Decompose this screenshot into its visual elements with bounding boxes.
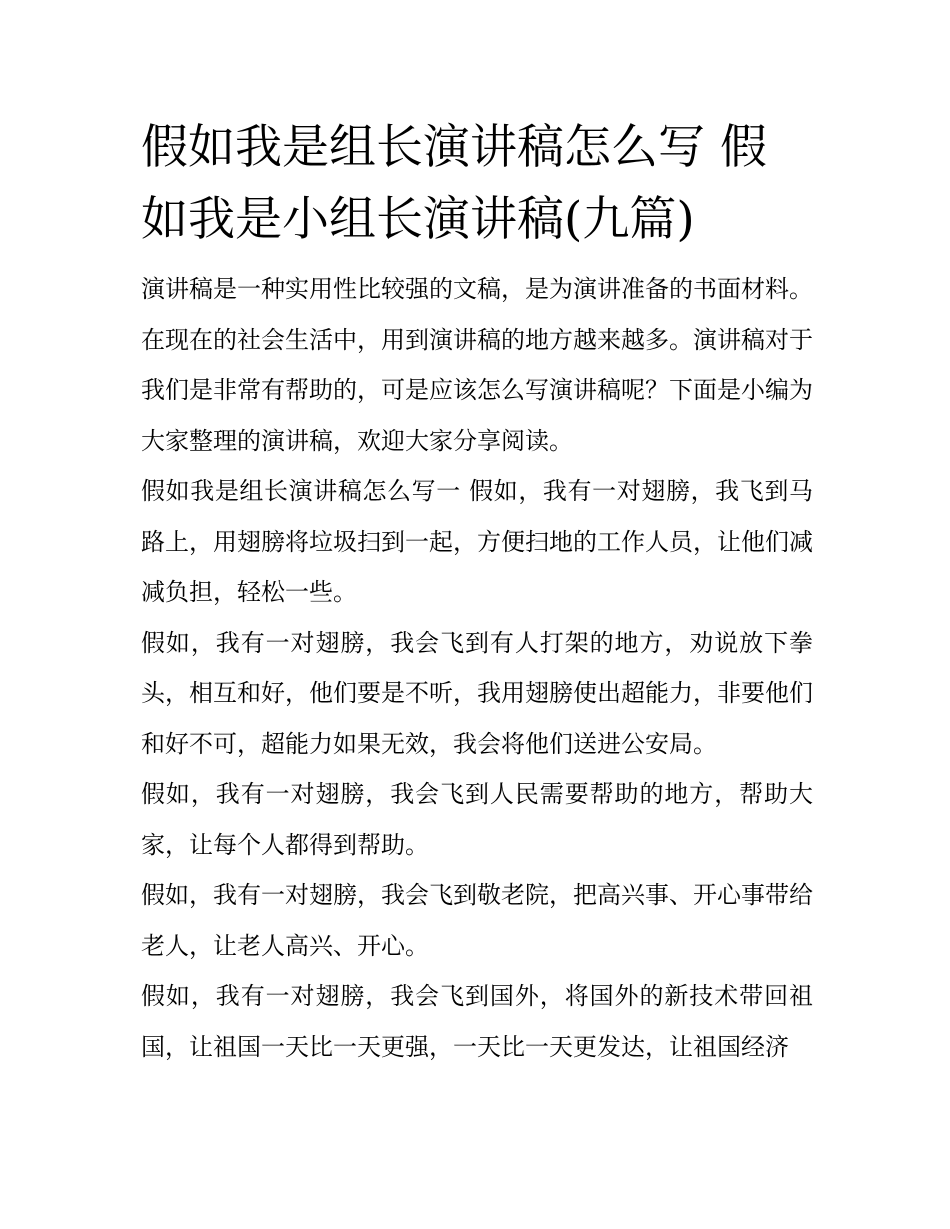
document-body: [141, 112, 813, 1072]
paragraph-1: 假如我是组长演讲稿怎么写一 假如，我有一对翅膀，我飞到马路上，用翅膀将垃圾扫到一起，方便扫地的工作人员，让他们减减负担，轻松一些。: [141, 477, 813, 606]
paragraph-3: 假如，我有一对翅膀，我会飞到人民需要帮助的地方，帮助大家，让每个人都得到帮助。: [141, 780, 813, 859]
paragraph-5: 假如，我有一对翅膀，我会飞到国外，将国外的新技术带回祖国，让祖国一天比一天更强，一天比一天更发达，让祖国经济: [141, 982, 813, 1061]
paragraph-4: 假如，我有一对翅膀，我会飞到敬老院，把高兴事、开心事带给老人，让老人高兴、开心。: [141, 881, 813, 960]
paragraph-intro: 演讲稿是一种实用性比较强的文稿，是为演讲准备的书面材料。在现在的社会生活中，用到演讲稿的地方越来越多。演讲稿对于我们是非常有帮助的，可是应该怎么写演讲稿呢？下面是小编为大家整理的演讲稿，欢迎大家分享阅读。: [141, 275, 813, 455]
document-title: 假如我是组长演讲稿怎么写 假如我是小组长演讲稿(九篇): [141, 120, 767, 247]
paragraph-2: 假如，我有一对翅膀，我会飞到有人打架的地方，劝说放下拳头，相互和好，他们要是不听，我用翅膀使出超能力，非要他们和好不可，超能力如果无效，我会将他们送进公安局。: [141, 628, 813, 758]
